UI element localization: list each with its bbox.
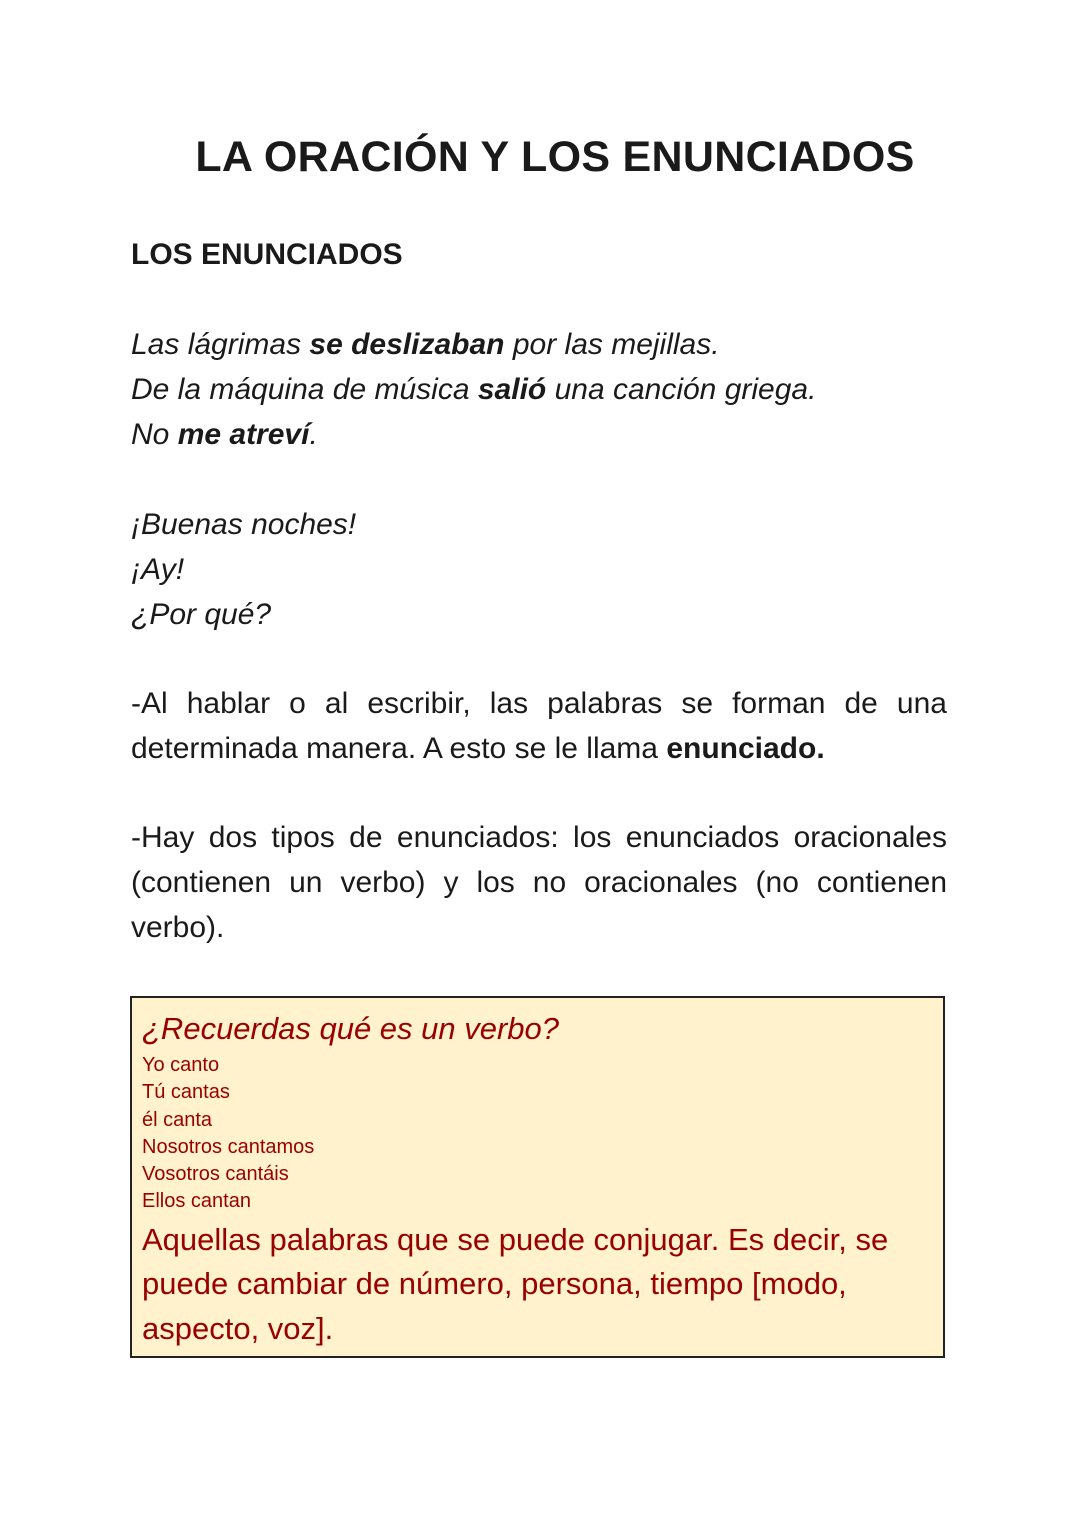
section-heading: LOS ENUNCIADOS (131, 238, 403, 271)
conjugation-item: Yo canto (142, 1054, 220, 1076)
example-sentence: Las lágrimas se deslizaban por las mejillas. (131, 328, 720, 361)
no-oracionales-examples (131, 502, 356, 637)
verb-highlight: se deslizaban (309, 328, 505, 361)
types-paragraph: -Hay dos tipos de enunciados: los enunciados oracionales (contienen un verbo) y los no oracionales (no contienen verbo). (131, 821, 947, 944)
verb-reminder-box (130, 996, 945, 1358)
conjugation-item: Nosotros cantamos (142, 1135, 315, 1158)
verb-question: ¿Recuerdas qué es un verbo? (142, 1011, 560, 1046)
example-expression: ¡Buenas noches! (131, 508, 357, 541)
conjugation-item: Tú cantas (142, 1081, 230, 1104)
conjugation-item: él canta (142, 1108, 213, 1131)
key-term: enunciado (666, 732, 817, 765)
example-sentence: De la máquina de música salió una canción griega. (131, 373, 817, 406)
example-sentence: No me atreví. (131, 418, 318, 451)
conjugation-item: Vosotros cantáis (142, 1163, 289, 1186)
page-title: LA ORACIÓN Y LOS ENUNCIADOS (195, 133, 915, 181)
definition-paragraph: -Al hablar o al escribir, las palabras se forman de una determinada manera. A esto se le llama enunciado. (131, 687, 947, 765)
verb-highlight: salió (477, 373, 547, 406)
example-expression: ¿Por qué? (131, 598, 272, 631)
verb-definition: Aquellas palabras que se puede conjugar. Es decir, se puede cambiar de número, persona, tiempo [modo, aspecto, voz]. (142, 1221, 889, 1346)
oracionales-examples (131, 322, 816, 457)
example-expression: ¡Ay! (131, 553, 185, 586)
verb-highlight: me atreví (177, 418, 310, 451)
conjugation-list (142, 1052, 933, 1216)
conjugation-item: Ellos cantan (142, 1190, 251, 1213)
